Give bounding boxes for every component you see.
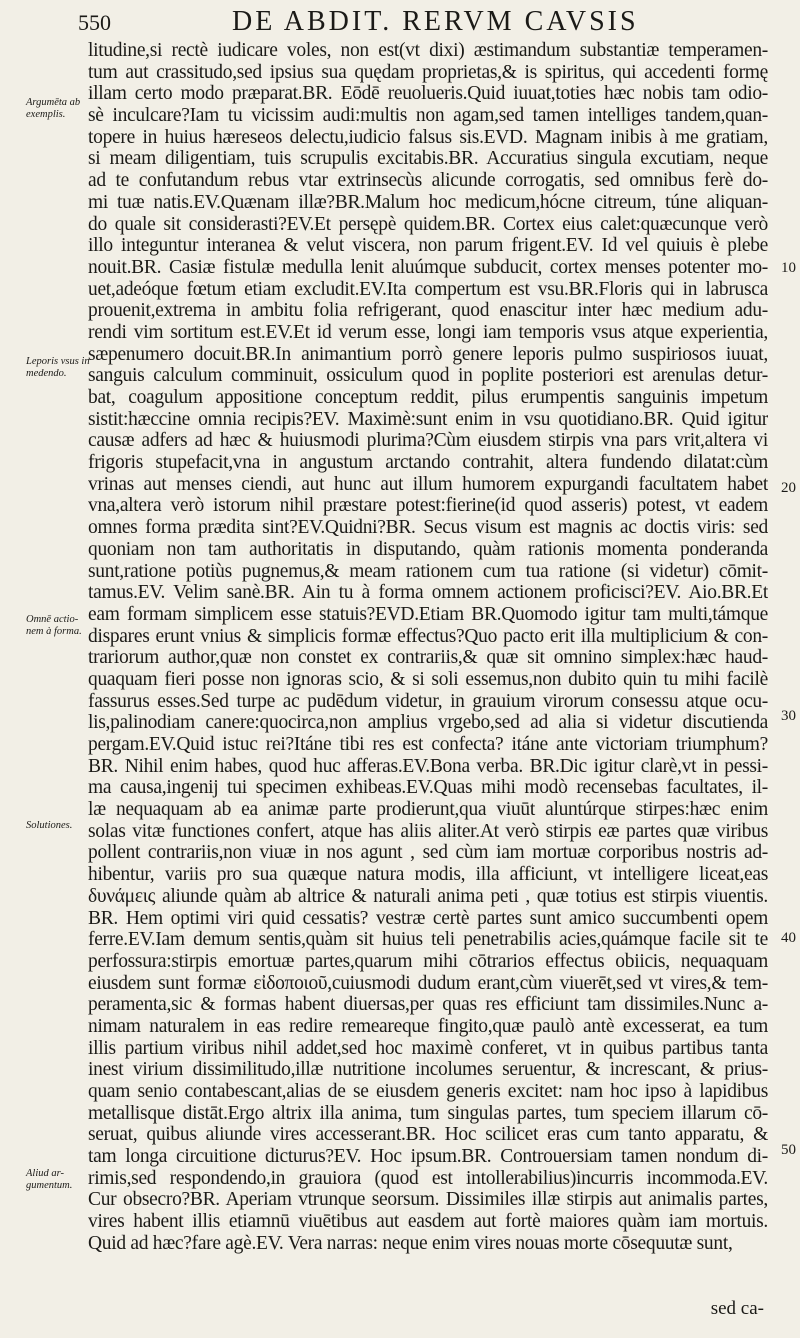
margin-note: Aliud ar-gumentum. xyxy=(26,1168,73,1191)
text-line: lis,palinodiam canere:quocirca,non amplius vrgebo,sed ad alia si videtur discutienda xyxy=(88,712,768,734)
text-line: Cur obsecro?BR. Aperiam vtrunque seorsum. Dissimiles illæ stirpis aut animalis partes, xyxy=(88,1189,768,1211)
text-line: illis partium viribus nihil addet,sed hoc maximè conferet, vt in quibus partibus tanta xyxy=(88,1037,768,1059)
text-line: bat, coagulum appositione conceptum reddit, pilus erumpentis sanguinis impetum xyxy=(88,387,768,408)
text-line: ferre.EV.Iam demum sentis,quàm sit huius teli penetrabilis acies,quámque facile sit te xyxy=(88,929,768,951)
text-line: quoniam non tam authoritatis in disputando, quàm rationis momenta ponderanda xyxy=(88,538,768,560)
text-line: omnes forma prædita sint?EV.Quidni?BR. Secus visum est magnis ac doctis viris: sed xyxy=(88,517,768,539)
text-line: ad te confutandum rebus vtar extrinsecùs alicunde corrogatis, sed omnibus ferè do- xyxy=(88,170,768,192)
page-header xyxy=(0,2,800,42)
text-line: causæ adfers ad hæc & huiusmodi plurima?Cùm eiusdem stirpis vna pars vrit,altera vi xyxy=(88,430,768,452)
text-line: quaquam fieri posse non ignoras scio, & si soli essemus,non dubito quin tu mihi facilè xyxy=(88,668,768,690)
text-line: trariorum author,quæ non constet ex contrariis,& quæ sit omnino simplex:hæc haud- xyxy=(88,647,768,669)
text-line: solas vitæ functiones confert, atque has aliis aliter.At verò stirpis eæ partes quæ viribus xyxy=(88,820,768,842)
running-head: DE ABDIT. RERVM CAVSIS xyxy=(232,6,639,37)
text-line: læ nequaquam ab ea animæ parte prodierunt,qua viuūt aluntúrque stirpes:hæc enim xyxy=(88,799,768,821)
text-line: litudine,si rectè iudicare voles, non est(vt dixi) æstimandum substantiæ temperamen- xyxy=(88,40,768,61)
text-line: vires habent illis etiamnū viuētibus aut easdem aut fortè maiores quàm iam mortuis. xyxy=(88,1211,768,1233)
text-line: do quale sit considerasti?EV.Et persępè quidem.BR. Cortex eius calet:quæcunque verò xyxy=(88,213,768,235)
line-number: 10 xyxy=(781,260,796,276)
text-line: illam certo modo præparat.BR. Eōdē reuolueris.Quid iuuat,toties hæc nobis tam odio- xyxy=(88,83,768,105)
line-number: 40 xyxy=(781,930,796,946)
text-line: nimam naturalem in eas redire remeareque fingito,quæ paulò antè excesserat, ea tum xyxy=(88,1015,768,1037)
margin-note: Leporis vsus in medendo. xyxy=(26,356,90,379)
text-line: topere in huius hæreseos delectu,iudicio falsus sis.EVD. Magnam inibis à me gratiam, xyxy=(88,126,768,148)
text-line: perfossura:stirpis emortuæ partes,quarum mihi cōtrarios effectus obiicis, nequaquam xyxy=(88,950,768,972)
line-number: 30 xyxy=(781,708,796,724)
text-line: metallisque distāt.Ergo altrix illa anima, tum singulas partes, tum speciem illarum cō- xyxy=(88,1102,768,1124)
text-line: uet,adeóque fœtum etiam excludit.EV.Ita compertum est vsu.BR.Floris qui in labrusca xyxy=(88,278,768,300)
line-number: 20 xyxy=(781,480,796,496)
text-line: sanguis calculum comminuit, ossiculum quod in poplite posteriori est arenulas detur- xyxy=(88,365,768,387)
text-line: BR. Nihil enim habes, quod huc afferas.EV.Bona verba. BR.Dic igitur clarè,vt in pessi- xyxy=(88,755,768,777)
text-line: BR. Hem optimi viri quid cessatis? vestræ certè partes sunt amico succumbenti opem xyxy=(88,907,768,929)
text-line: sè inculcare?Iam tu vicissim audi:multis non agam,sed tamen intelliges tandem,quan- xyxy=(88,105,768,127)
text-line: illo integuntur interanea & velut viscera, non parum frigent.EV. Id vel quiuis è plebe xyxy=(88,235,768,257)
catchword: sed ca- xyxy=(710,1298,764,1319)
text-line: mi tuæ natis.EV.Quænam illæ?BR.Malum hoc medicum,hócne citreum, túne aliquan- xyxy=(88,191,768,213)
text-line: sunt,ratione potiùs pugnemus,& meam rationem cum tua ratione (si videtur) cōmit- xyxy=(88,560,768,582)
text-line: quam senio contabescant,alias de se eiusdem generis excitet: nam hoc ipso à lapidibus xyxy=(88,1081,768,1102)
text-line: pergam.EV.Quid istuc rei?Itáne tibi res est confecta? itáne ante victoriam triumphum? xyxy=(88,734,768,755)
text-line: peramenta,sic & formas habent diuersas,per quas res efficiunt tam dissimiles.Nunc a- xyxy=(88,994,768,1016)
margin-note: Solutiones. xyxy=(26,820,73,831)
text-line: tamus.EV. Velim sanè.BR. Ain tu à forma omnem actionem proficisci?EV. Aio.BR.Et xyxy=(88,582,768,604)
margin-note: Omnē actio-nem à forma. xyxy=(26,614,82,637)
text-line: nouit.BR. Casiæ fistulæ medulla lenit aluúmque subducit, cortex menses potenter mo- xyxy=(88,256,768,278)
text-line: rimis,sed respondendo,in grauiora (quod est intollerabilius)incurris incommoda.EV. xyxy=(88,1167,768,1189)
text-line: inest virium dissimilitudo,illæ nutritione incolumes seruentur, & increscant, & prius- xyxy=(88,1059,768,1081)
text-line: vna,altera verò istorum nihil præstare potest:fierine(id quod asseris) potest, vt eadem xyxy=(88,495,768,517)
text-line: seruat, quibus aliunde vires accesserant.BR. Hoc scilicet eras cum tanto apparatu, & xyxy=(88,1124,768,1146)
text-line: dispares erunt vnius & simplicis formæ effectus?Quo pacto erit illa multiplicium & con- xyxy=(88,625,768,647)
body-text xyxy=(88,40,768,1255)
text-line: sistit:hæccine omnia recipis?EV. Maximè:sunt enim in vsu quotidiano.BR. Quid igitur xyxy=(88,408,768,430)
text-line: eam formam simplicem esse statuis?EVD.Etiam BR.Quomodo igitur tam multi,támque xyxy=(88,603,768,625)
text-line: eiusdem sunt formæ εἰδοποιοῦ,cuiusmodi dudum erant,cùm viuerēt,sed vt vires,& tem- xyxy=(88,972,768,994)
text-line: frigoris stupefacit,vna in angustum arctando contrahit, altera fundendo dilatat:cùm xyxy=(88,452,768,474)
text-line: prouenit,extrema in ambitu folia refrigerant, quod enascitur inter hæc medium adu- xyxy=(88,300,768,322)
text-line: sæpenumero docuit.BR.In animantium porrò genere leporis pulmo suspiriosos iuuat, xyxy=(88,343,768,365)
text-line: fassurus esses.Sed turpe ac pudēdum videtur, in grauium virorum consessu atque ocu- xyxy=(88,690,768,712)
text-line: δυνάμεις aliunde quàm ab altrice & naturali anima peti , quæ totius est stirpis viuentis. xyxy=(88,885,768,907)
text-line: ma causa,ingenij tui specimen exhibeas.EV.Quas mihi modò recensebas facultates, il- xyxy=(88,777,768,799)
text-line: hibentur, variis pro sua quæque natura modis, illa afficiunt, vt intelligere liceat,eas xyxy=(88,864,768,886)
page-number: 550 xyxy=(78,10,111,35)
text-line: tam longa circuitione dicturus?EV. Hoc ipsum.BR. Controuersiam tamen nondum di- xyxy=(88,1146,768,1168)
line-number: 50 xyxy=(781,1142,796,1158)
margin-note: Argumēta ab exemplis. xyxy=(26,97,81,120)
text-line: tum aut crassitudo,sed ipsius sua quędam proprietas,& is spiritus, qui accedenti formę xyxy=(88,61,768,83)
text-line: rendi vim sortitum est.EV.Et id verum esse, longi iam temporis vsus atque experientia, xyxy=(88,321,768,343)
text-line: si meam diligentiam, tuis scrupulis excitabis.BR. Accuratius singula excutiam, neque xyxy=(88,148,768,170)
text-line: Quid ad hæc?fare agè.EV. Vera narras: neque enim vires nouas morte cōsequutæ sunt, xyxy=(88,1232,733,1254)
text-line: pollent contrariis,non viuæ in nos agunt , sed cùm iam mortuæ corporibus nostris ad- xyxy=(88,842,768,864)
text-line: vrinas aut menses ciendi, aut hunc aut illum humorem expurgandi facultatem habet xyxy=(88,473,768,495)
